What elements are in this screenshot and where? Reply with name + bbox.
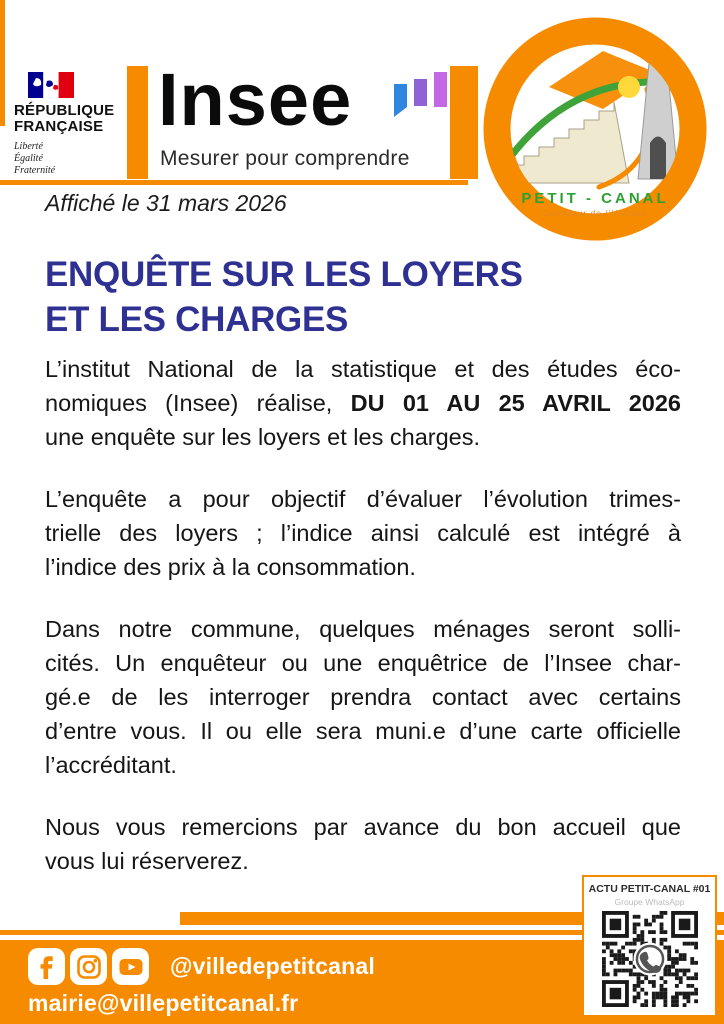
page-title: ENQUÊTE SUR LES LOYERS ET LES CHARGES <box>45 255 523 339</box>
header-underline <box>0 180 468 185</box>
qr-card-subtitle: Groupe WhatsApp <box>614 897 685 907</box>
paragraph: L’enquête a pour objectif d’évaluer l’évolution trimes- trielle des loyers ; l’indice ainsi calculé est intégré à l’indice des prix à la consommation. <box>45 486 681 580</box>
header-left-accent-bar <box>0 0 5 126</box>
header-divider-bar <box>127 66 148 179</box>
header-right-accent-bar <box>450 66 478 179</box>
insee-barchart-icon <box>394 62 450 120</box>
paragraph: Dans notre commune, quelques ménages seront solli- cités. Un enquêteur ou une enquêtrice de l’Insee char- gé.e de les interroger prendra contact avec certains d’entre vous. Il ou elle sera muni.e d’une carte officielle l’accréditant. <box>45 616 681 778</box>
paragraph: Nous vous remercions par avance du bon accueil que vous lui réserverez. <box>45 814 681 874</box>
whatsapp-qr-code <box>600 911 700 1007</box>
paragraph: L’institut National de la statistique et des études éco- nomiques (Insee) réalise, DU 01 AU 25 AVRIL 2026 une enquête sur les loyers et les charges. <box>45 356 681 450</box>
petit-canal-logo <box>479 13 711 245</box>
contact-email: mairie@villepetitcanal.fr <box>28 990 299 1016</box>
french-flag-icon <box>28 72 74 98</box>
social-handle: @villedepetitcanal <box>170 953 375 979</box>
youtube-icon <box>112 948 149 985</box>
insee-logo: Insee <box>158 58 353 141</box>
insee-tagline: Mesurer pour comprendre <box>160 147 410 170</box>
petit-canal-name: PETIT - CANAL <box>521 190 669 207</box>
posted-date: Affiché le 31 mars 2026 <box>45 190 287 216</box>
republique-francaise-logo <box>14 72 126 177</box>
republique-motto: Liberté Égalité Fraternité <box>14 141 56 176</box>
instagram-icon <box>70 948 107 985</box>
social-row <box>28 948 375 985</box>
facebook-icon <box>28 948 65 985</box>
republique-name: RÉPUBLIQUE FRANÇAISE <box>14 102 115 135</box>
petit-canal-tagline: Carrefour de l’Histoire <box>542 208 648 218</box>
qr-card-title: ACTU PETIT-CANAL #01 <box>588 883 711 895</box>
body-paragraphs <box>45 352 681 906</box>
qr-card <box>582 875 717 1017</box>
